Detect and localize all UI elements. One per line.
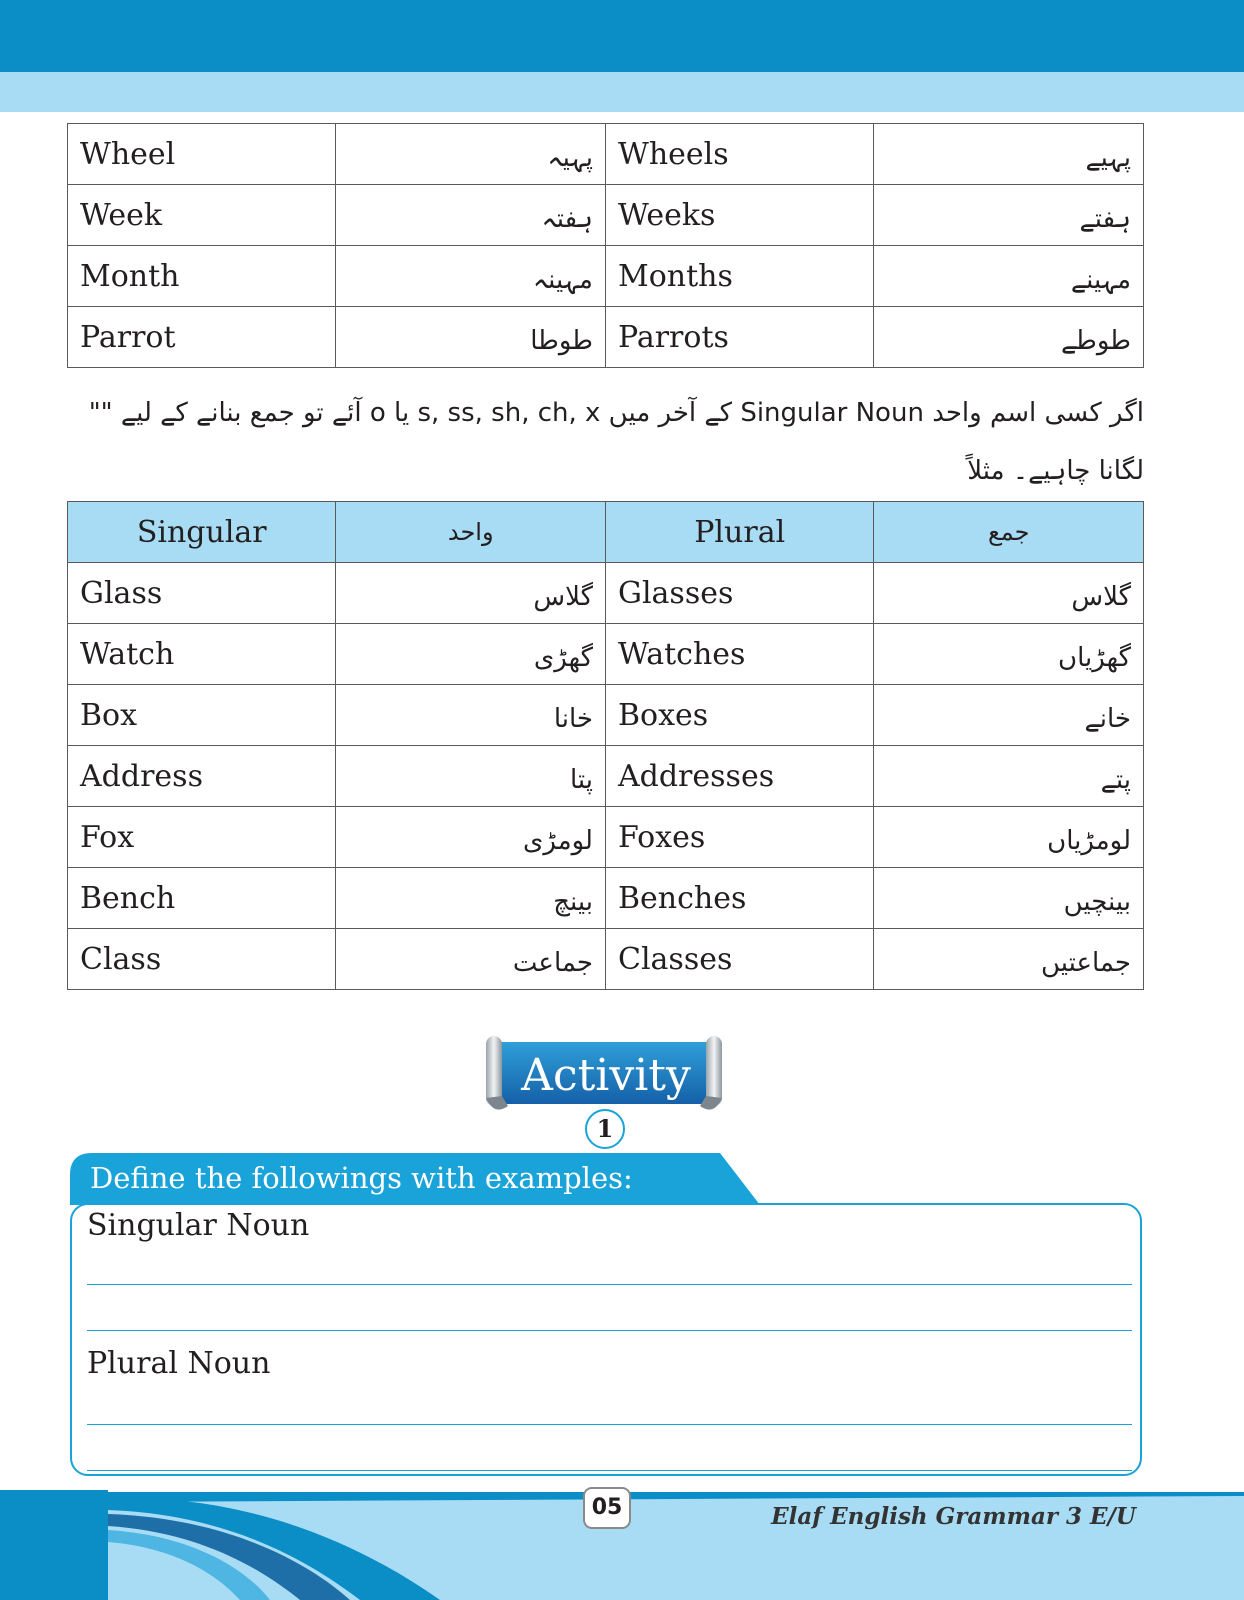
singular-urdu-cell: ہفتہ — [336, 185, 606, 246]
answer-line[interactable] — [87, 1330, 1132, 1331]
plural-english-cell: Foxes — [605, 807, 873, 868]
header-singular-english: Singular — [68, 502, 336, 563]
vocab-table-1 — [67, 123, 1144, 368]
rule-text-line-1: اگر کسی اسم واحد Singular Noun کے آخر میں s, ss, sh, ch, x یا o آئے تو جمع بنانے کے لیے "" — [88, 398, 1144, 428]
plural-english-cell: Weeks — [605, 185, 873, 246]
activity-instruction: Define the followings with examples: — [90, 1161, 633, 1195]
plural-urdu-cell: جماعتیں — [874, 929, 1144, 990]
plural-english-cell: Months — [605, 246, 873, 307]
plural-english-cell: Watches — [605, 624, 873, 685]
table-row — [68, 624, 1144, 685]
table-row — [68, 929, 1144, 990]
singular-urdu-cell: طوطا — [336, 307, 606, 368]
page-number: 05 — [583, 1487, 631, 1529]
answer-line[interactable] — [87, 1424, 1132, 1425]
singular-english-cell: Address — [68, 746, 336, 807]
activity-title: Activity — [521, 1050, 691, 1101]
table-row — [68, 246, 1144, 307]
answer-line[interactable] — [87, 1470, 1132, 1471]
singular-english-cell: Wheel — [68, 124, 336, 185]
plural-noun-label: Plural Noun — [87, 1346, 271, 1381]
plural-english-cell: Benches — [605, 868, 873, 929]
plural-urdu-cell: ہفتے — [874, 185, 1144, 246]
plural-urdu-cell: پہیے — [874, 124, 1144, 185]
singular-urdu-cell: پہیہ — [336, 124, 606, 185]
book-title: Elaf English Grammar 3 E/U — [771, 1503, 1136, 1530]
plural-english-cell: Parrots — [605, 307, 873, 368]
plural-english-cell: Boxes — [605, 685, 873, 746]
header-plural-english: Plural — [605, 502, 873, 563]
singular-noun-label: Singular Noun — [87, 1208, 310, 1243]
singular-urdu-cell: لومڑی — [336, 807, 606, 868]
table-header-row — [68, 502, 1144, 563]
plural-urdu-cell: پتے — [874, 746, 1144, 807]
singular-english-cell: Parrot — [68, 307, 336, 368]
header-wave — [0, 100, 1244, 120]
table-row — [68, 124, 1144, 185]
singular-urdu-cell: گھڑی — [336, 624, 606, 685]
plural-english-cell: Addresses — [605, 746, 873, 807]
singular-urdu-cell: گلاس — [336, 563, 606, 624]
table-row — [68, 746, 1144, 807]
table-row — [68, 807, 1144, 868]
singular-urdu-cell: مہینہ — [336, 246, 606, 307]
singular-english-cell: Fox — [68, 807, 336, 868]
vocab-table-2 — [67, 501, 1144, 990]
plural-urdu-cell: خانے — [874, 685, 1144, 746]
singular-urdu-cell: بینچ — [336, 868, 606, 929]
singular-english-cell: Week — [68, 185, 336, 246]
table-row — [68, 685, 1144, 746]
plural-english-cell: Glasses — [605, 563, 873, 624]
rule-text-line-2: لگانا چاہیے۔ مثلاً — [967, 456, 1144, 486]
singular-urdu-cell: خانا — [336, 685, 606, 746]
singular-english-cell: Class — [68, 929, 336, 990]
plural-urdu-cell: لومڑیاں — [874, 807, 1144, 868]
singular-urdu-cell: پتا — [336, 746, 606, 807]
singular-english-cell: Glass — [68, 563, 336, 624]
singular-english-cell: Bench — [68, 868, 336, 929]
singular-english-cell: Box — [68, 685, 336, 746]
activity-number-badge: 1 — [585, 1109, 625, 1149]
answer-line[interactable] — [87, 1284, 1132, 1285]
plural-english-cell: Classes — [605, 929, 873, 990]
plural-urdu-cell: گھڑیاں — [874, 624, 1144, 685]
singular-english-cell: Watch — [68, 624, 336, 685]
singular-urdu-cell: جماعت — [336, 929, 606, 990]
table-row — [68, 563, 1144, 624]
header-band-dark — [0, 0, 1244, 72]
table-row — [68, 307, 1144, 368]
table-row — [68, 185, 1144, 246]
activity-answer-box — [70, 1203, 1142, 1476]
header-plural-urdu: جمع — [874, 502, 1144, 563]
table-row — [68, 868, 1144, 929]
plural-urdu-cell: طوطے — [874, 307, 1144, 368]
plural-english-cell: Wheels — [605, 124, 873, 185]
plural-urdu-cell: مہینے — [874, 246, 1144, 307]
singular-english-cell: Month — [68, 246, 336, 307]
header-singular-urdu: واحد — [336, 502, 606, 563]
plural-urdu-cell: گلاس — [874, 563, 1144, 624]
plural-urdu-cell: بینچیں — [874, 868, 1144, 929]
